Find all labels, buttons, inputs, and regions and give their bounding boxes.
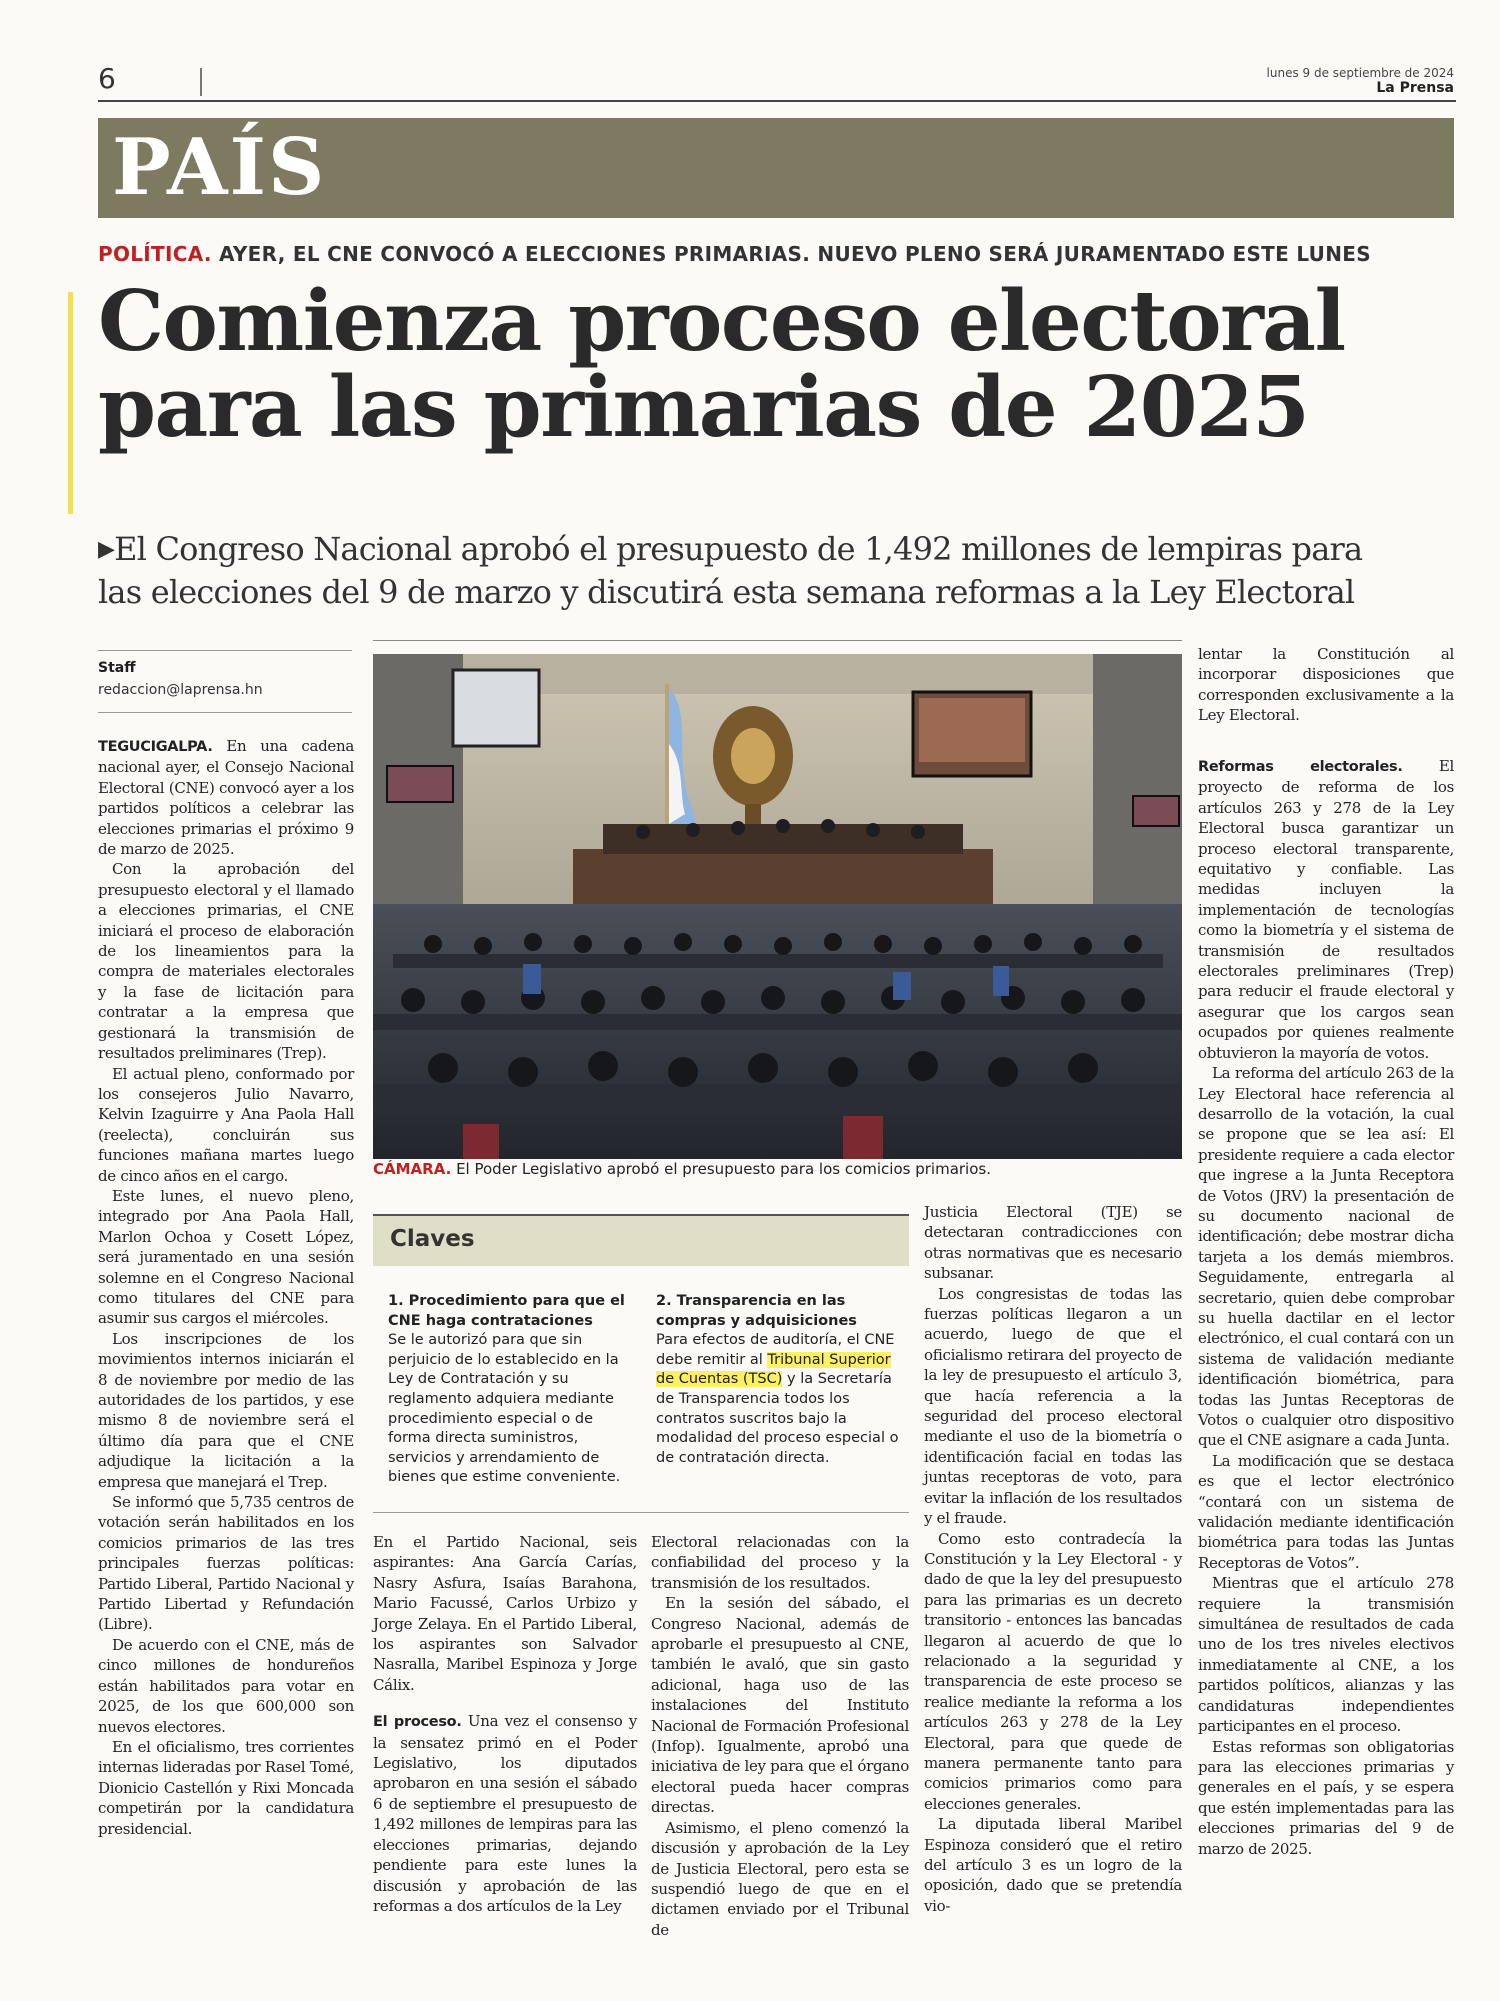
- highlighter-mark: [68, 292, 73, 514]
- caption-text: El Poder Legislativo aprobó el presupuesto para los comicios primarios.: [456, 1160, 991, 1178]
- byline-rule-top: [98, 650, 352, 651]
- header-rule: [98, 100, 1456, 102]
- photo-illustration: [373, 654, 1182, 1159]
- paragraph: El actual pleno, conformado por los consejeros Julio Navarro, Kelvin Izaguirre y Ana Paola Hall (reelecta), concluirán sus funciones mañana martes luego de cinco años en el cargo.: [98, 1064, 354, 1185]
- byline-author: Staff: [98, 660, 136, 676]
- section-title: PAÍS: [112, 122, 327, 213]
- paragraph: Estas reformas son obligatorias para las elecciones primarias y generales en el país, y se espera que estén implementadas para las elecciones primarias del 9 de marzo de 2025.: [1198, 1737, 1454, 1858]
- body-column-3: [651, 1532, 909, 1940]
- paragraph: TEGUCIGALPA. En una cadena nacional ayer, el Consejo Nacional Electoral (CNE) convocó ayer a los partidos políticos a celebrar las elecciones primarias el próximo 9 de marzo de 2025.: [98, 737, 355, 859]
- paragraph: Electoral relacionadas con la confiabilidad del proceso y la transmisión de los resultados.: [651, 1533, 909, 1592]
- highlighted-text: Tribunal Superior de Cuentas (TSC): [656, 1351, 891, 1388]
- paragraph: Los inscripciones de los movimientos internos iniciarán el 8 de noviembre por medio de las autoridades de los partidos, y ese mismo 8 de noviembre será el último día para que el CNE adjudique la licitación a la empresa que manejará el Trep.: [98, 1329, 354, 1491]
- subhead-lead: El proceso.: [373, 1714, 462, 1731]
- paragraph: Asimismo, el pleno comenzó la discusión y aprobación de la Ley de Justicia Electoral, pero esta se suspendió luego de que en el dictamen enviado por el Tribunal de: [651, 1818, 909, 1939]
- triangle-bullet-icon: ▶: [98, 537, 115, 562]
- congress-chamber-photo: [373, 654, 1182, 1159]
- paragraph: Como esto contradecía la Constitución y la Ley Electoral - y dado de que la ley del presupuesto para las primarias es un decreto transitorio - entonces las bancadas llegaron al acuerdo de que lo relacionado a la seguridad y transparencia de este proceso se realice mediante la reforma a los artículos 263 y 278 de la Ley Electoral, para que quede de manera permanente tanto para comicios primarios como para elecciones generales.: [924, 1529, 1182, 1813]
- paragraph: Este lunes, el nuevo pleno, integrado por Ana Paola Hall, Marlon Ochoa y Cosett López, será juramentado en una sesión solemne en el Congreso Nacional como titulares del CNE para asumir sus cargos el miércoles.: [98, 1186, 354, 1328]
- page-number: 6: [98, 62, 116, 95]
- byline-rule-bottom: [98, 712, 352, 713]
- dateline: TEGUCIGALPA.: [98, 739, 213, 755]
- headline-line-2: para las primarias de 2025: [98, 358, 1309, 457]
- deck: [98, 528, 1438, 613]
- deck-line-1: El Congreso Nacional aprobó el presupuesto de 1,492 millones de lempiras para: [114, 530, 1363, 568]
- paragraph: Mientras que el artículo 278 requiere la transmisión simultánea de resultados de cada uno de los tres niveles electivos inmediatamente al CNE, a los partidos políticos, alianzas y las candidaturas independientes participantes en el proceso.: [1198, 1574, 1454, 1736]
- claves-top-rule: [373, 1214, 909, 1216]
- paragraph: Justicia Electoral (TJE) se detectaran contradicciones con otras normativas que es necesario subsanar.: [924, 1203, 1182, 1283]
- clave-item-text: Para efectos de auditoría, el CNE debe remitir al Tribunal Superior de Cuentas (TSC) y la Secretaría de Transparencia todos los contratos suscritos bajo la modalidad del proceso especial o de contratación directa.: [656, 1332, 899, 1466]
- paragraph: La modificación que se destaca es que el lector electrónico “contará con un sistema de validación mediante identificación biométrica para todas las Juntas Receptoras de Votos”.: [1198, 1451, 1454, 1572]
- paragraph: lentar la Constitución al incorporar disposiciones que corresponden exclusivamente a la Ley Electoral.: [1198, 645, 1454, 725]
- body-column-2: [373, 1532, 637, 1916]
- subhead-lead: Reformas electorales.: [1198, 759, 1403, 775]
- paragraph: De acuerdo con el CNE, más de cinco millones de hondureños están habilitados para votar en 2025, de los que 600,000 son nuevos electores.: [98, 1635, 354, 1736]
- byline-email: redaccion@laprensa.hn: [98, 682, 263, 698]
- paragraph: Los congresistas de todas las fuerzas políticas llegaron a un acuerdo, luego de que el oficialismo retirara del proyecto de la ley de presupuesto el artículo 3, que hacía referencia a la seguridad del proceso electoral mediante el uso de la biometría o identificación facial en todas las juntas receptoras de voto, para evitar la inflación de los resultados y el fraude.: [924, 1284, 1182, 1528]
- paragraph: En la sesión del sábado, el Congreso Nacional, además de aprobarle el presupuesto al CNE, también le avaló, que sin gasto adicional, haga uso de las instalaciones del Instituto Nacional de Formación Profesional (Infop). Igualmente, aprobó una iniciativa de ley para que el órgano electoral pueda hacer compras directas.: [651, 1594, 909, 1817]
- paragraph: La reforma del artículo 263 de la Ley Electoral hace referencia al desarrollo de la votación, la cual se propone que se lea así: El presidente requiere a cada elector que ingrese a la Junta Receptora de Votos (JRV) la presentación de su documento nacional de identificación; debe mostrar dicha tarjeta a los demás miembros. Seguidamente, entregarla al secretario, quien debe comprobar su huella dactilar en el lector electrónico, el cual contará con un sistema de validación mediante identificación biométrica, para todas las Juntas Receptoras de Votos o cualquier otro dispositivo que el CNE asignare a cada Junta.: [1198, 1064, 1454, 1450]
- caption-label: CÁMARA.: [373, 1160, 452, 1178]
- paragraph: En el Partido Nacional, seis aspirantes: Ana García Carías, Nasry Asfura, Isaías Barahona, Mario Facussé, Carlos Urbizo y Jorge Zelaya. En el Partido Liberal, los aspirantes son Salvador Nasralla, Maribel Espinoza y Jorge Cálix.: [373, 1533, 637, 1694]
- photo-caption: [373, 1160, 1182, 1180]
- clave-item-text: Se le autorizó para que sin perjuicio de lo establecido en la Ley de Contratación y su reglamento adquiera mediante procedimiento especial o de forma directa suministros, servicios y arrendamiento de bienes que estime conveniente.: [388, 1332, 621, 1486]
- body-column-5: [1198, 756, 1454, 1859]
- clave-item-1: [388, 1292, 636, 1488]
- body-column-5-top: [1198, 644, 1454, 726]
- deck-line-2: las elecciones del 9 de marzo y discutirá esta semana reformas a la Ley Electoral: [98, 572, 1355, 611]
- paragraph: En el oficialismo, tres corrientes internas lideradas por Rasel Tomé, Dionicio Castellón y Rixi Moncada competirán por la candidatura presidencial.: [98, 1737, 354, 1838]
- paragraph: Reformas electorales. El proyecto de reforma de los artículos 263 y 278 de la Ley Electoral busca garantizar un proceso electoral transparente, equitativo y confiable. Las medidas incluyen la implementación de tecnologías como la biometría y el sistema de transmisión de resultados electorales preliminares (Trep) para reducir el fraude electoral y asegurar que los cargos sean ocupados por quienes realmente obtuvieron la mayoría de votos.: [1198, 757, 1455, 1062]
- clave-item-2: [656, 1292, 904, 1468]
- kicker: [98, 242, 1371, 266]
- header-divider: [200, 68, 202, 96]
- paragraph: El proceso. Una vez el consenso y la sensatez primó en el Poder Legislativo, los diputados aprobaron en una sesión el sábado 6 de septiembre el presupuesto de 1,492 millones de lempiras para las elecciones primarias, dejando pendiente para este lunes la discusión y aprobación de las reformas a dos artículos de la Ley: [373, 1712, 637, 1915]
- kicker-text: AYER, EL CNE CONVOCÓ A ELECCIONES PRIMARIAS. NUEVO PLENO SERÁ JURAMENTADO ESTE LUNES: [219, 242, 1371, 266]
- headline: [98, 272, 1458, 457]
- body-column-4: [924, 1202, 1182, 1916]
- kicker-label: POLÍTICA.: [98, 242, 212, 266]
- photo-top-rule: [373, 640, 1182, 641]
- headline-line-1: Comienza proceso electoral: [98, 272, 1345, 370]
- paragraph: Se informó que 5,735 centros de votación serán habilitados en los comicios primarios de las tres principales fuerzas políticas: Partido Liberal, Partido Nacional y Partido Libertad y Refundación (Libre).: [98, 1493, 354, 1634]
- clave-item-title: 2. Transparencia en las compras y adquisiciones: [656, 1293, 857, 1329]
- publication-name: La Prensa: [1376, 80, 1454, 96]
- clave-item-title: 1. Procedimiento para que el CNE haga contrataciones: [388, 1293, 625, 1329]
- body-column-1: [98, 736, 354, 1839]
- issue-date: lunes 9 de septiembre de 2024: [1266, 66, 1454, 80]
- paragraph: Con la aprobación del presupuesto electoral y el llamado a elecciones primarias, el CNE iniciará el proceso de elaboración de los lineamientos para la compra de materiales electorales y la fase de licitación para contratar a la empresa que gestionará la transmisión de resultados preliminares (Trep).: [98, 860, 354, 1063]
- claves-bottom-rule: [373, 1512, 909, 1513]
- claves-title: Claves: [390, 1226, 475, 1252]
- paragraph: La diputada liberal Maribel Espinoza consideró que el retiro del artículo 3 es un logro de la oposición, dado que se pretendía vio-: [924, 1815, 1182, 1915]
